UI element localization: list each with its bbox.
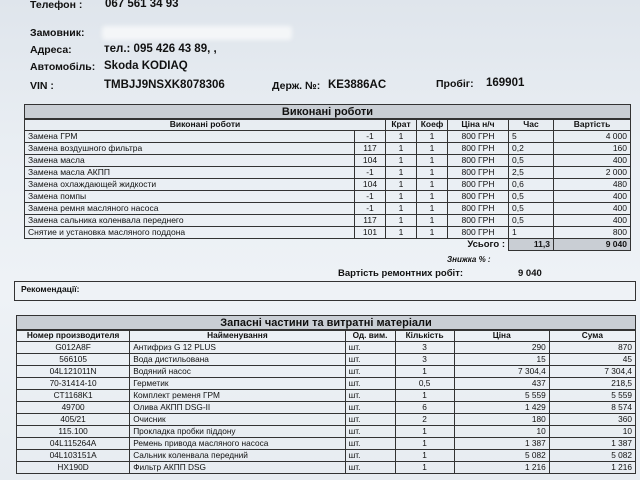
part-unit: шт. xyxy=(345,462,395,474)
vin-label: VIN : xyxy=(30,80,54,92)
part-qty: 1 xyxy=(395,390,454,402)
part-name: Сальник коленвала передний xyxy=(130,450,345,462)
work-name: Замена масла АКПП xyxy=(25,167,355,179)
parts-col-qty: Кількість xyxy=(395,330,454,342)
part-qty: 1 xyxy=(395,462,454,474)
part-number: 70-31414-10 xyxy=(17,378,130,390)
part-name: Комплект ременя ГРМ xyxy=(130,390,345,402)
works-total-cost: 9 040 xyxy=(554,239,631,251)
phone-label: Телефон : xyxy=(30,0,83,11)
car-label: Автомобіль: xyxy=(30,61,96,73)
part-sum: 10 xyxy=(549,426,635,438)
part-name: Герметик xyxy=(130,378,345,390)
work-koef: 1 xyxy=(417,203,448,215)
part-sum: 5 082 xyxy=(549,450,635,462)
work-krat: 1 xyxy=(386,167,417,179)
works-table xyxy=(24,118,631,251)
part-price: 10 xyxy=(454,426,549,438)
works-row xyxy=(25,227,631,239)
part-qty: 0,5 xyxy=(395,378,454,390)
part-qty: 3 xyxy=(395,354,454,366)
work-koef: 1 xyxy=(417,131,448,143)
part-price: 1 216 xyxy=(454,462,549,474)
works-col-cost: Вартість xyxy=(554,119,631,131)
part-sum: 45 xyxy=(549,354,635,366)
part-number: 04L103151A xyxy=(17,450,130,462)
part-unit: шт. xyxy=(345,390,395,402)
work-price: 800 ГРН xyxy=(448,179,509,191)
work-time: 1 xyxy=(509,227,554,239)
work-price: 800 ГРН xyxy=(448,203,509,215)
works-row xyxy=(25,179,631,191)
part-price: 180 xyxy=(454,414,549,426)
redacted-customer xyxy=(102,26,292,40)
part-name: Ремень привода масляного насоса xyxy=(130,438,345,450)
part-name: Фильтр АКПП DSG xyxy=(130,462,345,474)
address-label: Адреса: xyxy=(30,44,72,56)
works-total-label: Усього : xyxy=(467,239,505,251)
part-qty: 1 xyxy=(395,450,454,462)
part-qty: 2 xyxy=(395,414,454,426)
phone-value: 067 561 34 93 xyxy=(105,0,179,10)
work-koef: 1 xyxy=(417,155,448,167)
mileage-label: Пробіг: xyxy=(436,78,474,90)
work-code: 104 xyxy=(355,155,386,167)
work-krat: 1 xyxy=(386,191,417,203)
plate-label: Держ. №: xyxy=(272,80,321,92)
repair-cost-value: 9 040 xyxy=(518,268,542,279)
work-koef: 1 xyxy=(417,191,448,203)
part-qty: 6 xyxy=(395,402,454,414)
work-name: Замена масла xyxy=(25,155,355,167)
work-koef: 1 xyxy=(417,167,448,179)
discount-label: Знижка % : xyxy=(447,255,491,264)
work-krat: 1 xyxy=(386,215,417,227)
work-price: 800 ГРН xyxy=(448,167,509,179)
work-code: 117 xyxy=(355,143,386,155)
parts-row xyxy=(17,426,636,438)
part-qty: 1 xyxy=(395,366,454,378)
work-cost: 400 xyxy=(554,155,631,167)
parts-row xyxy=(17,354,636,366)
works-row xyxy=(25,191,631,203)
part-sum: 218,5 xyxy=(549,378,635,390)
work-koef: 1 xyxy=(417,179,448,191)
parts-row xyxy=(17,378,636,390)
work-cost: 4 000 xyxy=(554,131,631,143)
vin-value: TMBJJ9NSXK8078306 xyxy=(104,79,225,91)
part-sum: 1 216 xyxy=(549,462,635,474)
part-price: 1 387 xyxy=(454,438,549,450)
part-name: Антифриз G 12 PLUS xyxy=(130,342,345,354)
part-number: CT1168K1 xyxy=(17,390,130,402)
parts-col-number: Номер производителя xyxy=(17,330,130,342)
work-code: -1 xyxy=(355,191,386,203)
work-time: 0,5 xyxy=(509,203,554,215)
parts-col-name: Найменування xyxy=(130,330,345,342)
parts-row xyxy=(17,414,636,426)
work-time: 0,6 xyxy=(509,179,554,191)
part-price: 1 429 xyxy=(454,402,549,414)
part-number: HX190D xyxy=(17,462,130,474)
works-total-time: 11,3 xyxy=(509,239,554,251)
part-number: 405/21 xyxy=(17,414,130,426)
works-row xyxy=(25,131,631,143)
part-price: 5 082 xyxy=(454,450,549,462)
part-name: Вода дистильована xyxy=(130,354,345,366)
work-price: 800 ГРН xyxy=(448,227,509,239)
part-sum: 870 xyxy=(549,342,635,354)
work-krat: 1 xyxy=(386,203,417,215)
part-sum: 360 xyxy=(549,414,635,426)
work-time: 0,5 xyxy=(509,215,554,227)
recommendations-box xyxy=(14,281,636,301)
part-number: 04L121011N xyxy=(17,366,130,378)
work-krat: 1 xyxy=(386,179,417,191)
work-code: -1 xyxy=(355,131,386,143)
work-time: 0,5 xyxy=(509,191,554,203)
part-name: Олива АКПП DSG-II xyxy=(130,402,345,414)
works-title: Виконані роботи xyxy=(24,104,631,120)
work-koef: 1 xyxy=(417,227,448,239)
parts-col-sum: Сума xyxy=(549,330,635,342)
part-unit: шт. xyxy=(345,402,395,414)
customer-label: Замовник: xyxy=(30,27,85,39)
works-row xyxy=(25,203,631,215)
part-name: Очисник xyxy=(130,414,345,426)
part-unit: шт. xyxy=(345,354,395,366)
work-name: Замена помпы xyxy=(25,191,355,203)
part-price: 437 xyxy=(454,378,549,390)
work-koef: 1 xyxy=(417,215,448,227)
works-row xyxy=(25,155,631,167)
part-qty: 1 xyxy=(395,426,454,438)
work-code: 101 xyxy=(355,227,386,239)
work-price: 800 ГРН xyxy=(448,131,509,143)
parts-table xyxy=(16,329,636,474)
work-cost: 160 xyxy=(554,143,631,155)
part-qty: 3 xyxy=(395,342,454,354)
part-number: 04L115264A xyxy=(17,438,130,450)
parts-row xyxy=(17,342,636,354)
parts-row xyxy=(17,450,636,462)
works-row xyxy=(25,167,631,179)
parts-row xyxy=(17,390,636,402)
works-col-krat: Крат xyxy=(386,119,417,131)
part-number: 566105 xyxy=(17,354,130,366)
work-krat: 1 xyxy=(386,143,417,155)
part-unit: шт. xyxy=(345,426,395,438)
works-col-name: Виконані роботи xyxy=(25,119,386,131)
work-time: 2,5 xyxy=(509,167,554,179)
work-price: 800 ГРН xyxy=(448,155,509,167)
work-time: 5 xyxy=(509,131,554,143)
parts-row xyxy=(17,402,636,414)
work-name: Снятие и установка масляного поддона xyxy=(25,227,355,239)
work-cost: 800 xyxy=(554,227,631,239)
part-price: 290 xyxy=(454,342,549,354)
work-time: 0,2 xyxy=(509,143,554,155)
work-name: Замена ремня масляного насоса xyxy=(25,203,355,215)
work-name: Замена сальника коленвала переднего xyxy=(25,215,355,227)
car-value: Skoda KODIAQ xyxy=(104,60,188,72)
works-total-row xyxy=(25,239,631,251)
part-name: Прокладка пробки піддону xyxy=(130,426,345,438)
repair-cost-label: Вартість ремонтних робіт: xyxy=(338,268,464,279)
mileage-value: 169901 xyxy=(486,77,525,89)
works-col-price: Ціна н/ч xyxy=(448,119,509,131)
part-unit: шт. xyxy=(345,438,395,450)
part-sum: 7 304,4 xyxy=(549,366,635,378)
part-unit: шт. xyxy=(345,366,395,378)
work-code: -1 xyxy=(355,167,386,179)
works-col-time: Час xyxy=(509,119,554,131)
work-code: -1 xyxy=(355,203,386,215)
parts-title: Запасні частини та витратні матеріали xyxy=(16,315,636,331)
work-price: 800 ГРН xyxy=(448,143,509,155)
work-price: 800 ГРН xyxy=(448,191,509,203)
plate-value: KE3886AC xyxy=(328,79,387,91)
work-cost: 400 xyxy=(554,191,631,203)
part-price: 7 304,4 xyxy=(454,366,549,378)
work-name: Замена воздушного фильтра xyxy=(25,143,355,155)
work-krat: 1 xyxy=(386,155,417,167)
work-cost: 2 000 xyxy=(554,167,631,179)
part-price: 15 xyxy=(454,354,549,366)
work-krat: 1 xyxy=(386,227,417,239)
part-price: 5 559 xyxy=(454,390,549,402)
part-number: 49700 xyxy=(17,402,130,414)
part-sum: 1 387 xyxy=(549,438,635,450)
part-name: Водяний насос xyxy=(130,366,345,378)
work-code: 104 xyxy=(355,179,386,191)
parts-col-unit: Од. вим. xyxy=(345,330,395,342)
work-code: 117 xyxy=(355,215,386,227)
part-number: G012A8F xyxy=(17,342,130,354)
work-koef: 1 xyxy=(417,143,448,155)
works-row xyxy=(25,215,631,227)
parts-col-price: Ціна xyxy=(454,330,549,342)
part-number: 115.100 xyxy=(17,426,130,438)
part-unit: шт. xyxy=(345,378,395,390)
part-qty: 1 xyxy=(395,438,454,450)
work-cost: 400 xyxy=(554,215,631,227)
recommendations-label: Рекомендації: xyxy=(21,284,80,294)
works-row xyxy=(25,143,631,155)
parts-row xyxy=(17,462,636,474)
part-sum: 8 574 xyxy=(549,402,635,414)
work-cost: 480 xyxy=(554,179,631,191)
part-sum: 5 559 xyxy=(549,390,635,402)
work-krat: 1 xyxy=(386,131,417,143)
work-time: 0,5 xyxy=(509,155,554,167)
part-unit: шт. xyxy=(345,342,395,354)
work-name: Замена ГРМ xyxy=(25,131,355,143)
address-value: тел.: 095 426 43 89, , xyxy=(104,43,217,55)
work-name: Замена охлаждающей жидкости xyxy=(25,179,355,191)
part-unit: шт. xyxy=(345,414,395,426)
works-col-koef: Коеф xyxy=(417,119,448,131)
parts-row xyxy=(17,438,636,450)
part-unit: шт. xyxy=(345,450,395,462)
parts-row xyxy=(17,366,636,378)
work-price: 800 ГРН xyxy=(448,215,509,227)
work-cost: 400 xyxy=(554,203,631,215)
